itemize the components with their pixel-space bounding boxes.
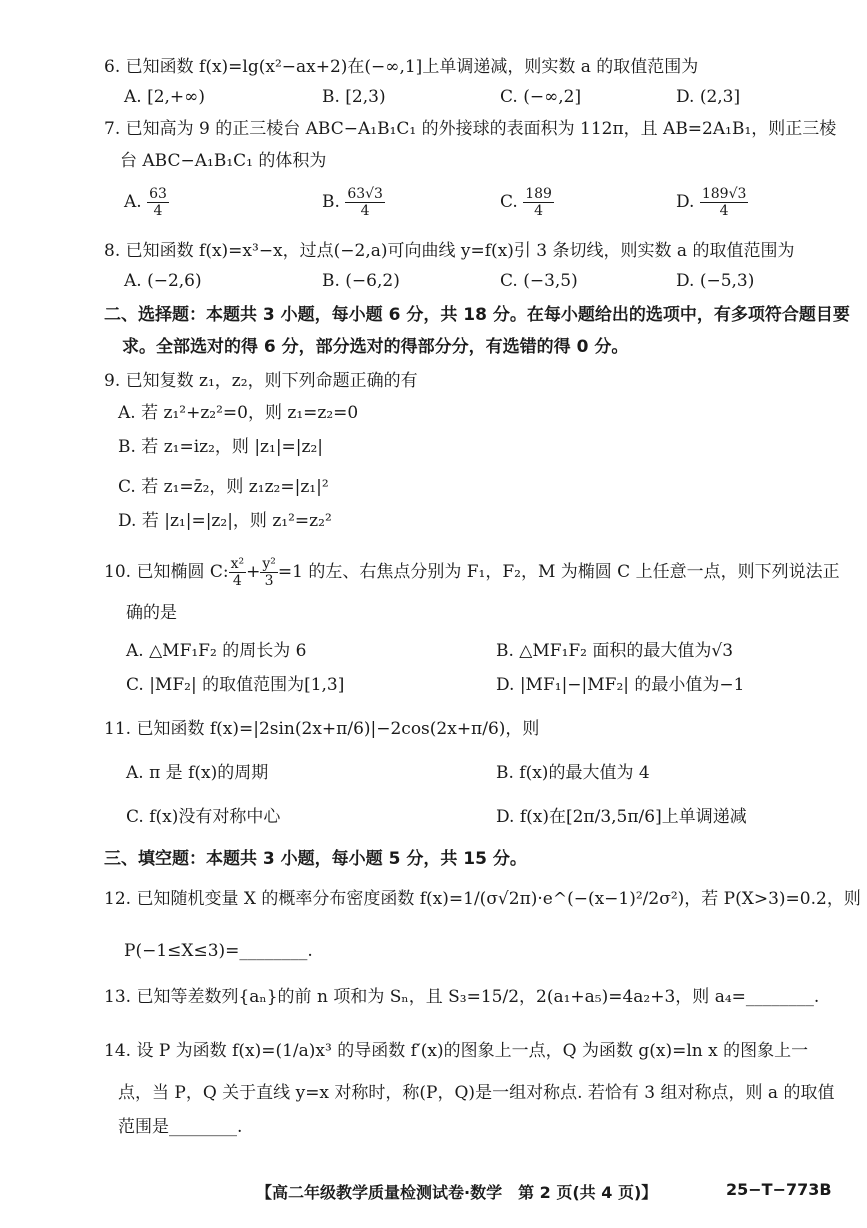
fraction-numerator: y² [262, 556, 276, 572]
fraction-denominator: 4 [360, 203, 370, 219]
fraction-denominator: 4 [232, 573, 242, 589]
question-10-option-c: C. |MF₂| 的取值范围为[1,3] [126, 675, 345, 695]
question-7-option-c [500, 186, 554, 219]
question-9-stem: 9. 已知复数 z₁，z₂，则下列命题正确的有 [104, 371, 418, 391]
question-10-stem-line1 [104, 556, 840, 589]
section-2-heading-cont: 求。全部选对的得 6 分，部分选对的得部分分，有选错的得 0 分。 [122, 337, 629, 357]
question-8-option-d: D. (−5,3) [676, 271, 755, 291]
question-10-option-d: D. |MF₁|−|MF₂| 的最小值为−1 [496, 675, 745, 695]
fraction-denominator: 4 [534, 203, 544, 219]
option-fraction [523, 186, 554, 219]
option-fraction [700, 186, 749, 219]
fraction-numerator: 63 [149, 186, 167, 202]
question-6-option-a: A. [2,+∞) [124, 87, 205, 107]
fraction-numerator: 189 [525, 186, 552, 202]
question-8-stem: 8. 已知函数 f(x)=x³−x，过点(−2,a)可向曲线 y=f(x)引 3 条切线，则实数 a 的取值范围为 [104, 241, 795, 261]
question-9-option-b: B. 若 z₁=iz₂，则 |z₁|=|z₂| [118, 437, 324, 457]
question-11-option-c: C. f(x)没有对称中心 [126, 807, 281, 827]
fraction-numerator: x² [230, 556, 245, 572]
question-9-option-a: A. 若 z₁²+z₂²=0，则 z₁=z₂=0 [118, 403, 359, 423]
question-6-option-d: D. (2,3] [676, 87, 741, 107]
section-3-heading: 三、填空题：本题共 3 小题，每小题 5 分，共 15 分。 [104, 849, 527, 869]
question-7-option-b [322, 186, 385, 219]
option-label: A. [124, 192, 142, 212]
option-label: B. [322, 192, 340, 212]
question-13-stem: 13. 已知等差数列{aₙ}的前 n 项和为 Sₙ，且 S₃=15/2，2(a₁+a₅)=4a₂+3，则 a₄=________. [104, 987, 820, 1007]
question-7-option-a [124, 186, 169, 219]
question-14-stem-line3: 范围是________. [118, 1117, 243, 1137]
question-11-option-b: B. f(x)的最大值为 4 [496, 763, 650, 783]
question-11-stem: 11. 已知函数 f(x)=|2sin(2x+π/6)|−2cos(2x+π/6)，则 [104, 719, 540, 739]
question-7-stem-line2: 台 ABC−A₁B₁C₁ 的体积为 [120, 151, 327, 171]
question-9-option-c: C. 若 z₁=z̄₂，则 z₁z₂=|z₁|² [118, 477, 329, 497]
section-2-heading: 二、选择题：本题共 3 小题，每小题 6 分，共 18 分。在每小题给出的选项中，有多项符合题目要 [104, 305, 850, 325]
option-fraction [345, 186, 385, 219]
footer-title: 【高二年级教学质量检测试卷·数学 第 2 页(共 4 页)】 [256, 1183, 658, 1202]
question-12-stem-line1: 12. 已知随机变量 X 的概率分布密度函数 f(x)=1/(σ√2π)·e^(−(x−1)²/2σ²)，若 P(X>3)=0.2，则 [104, 889, 861, 909]
option-label: D. [676, 192, 695, 212]
question-10-option-b: B. △MF₁F₂ 面积的最大值为√3 [496, 641, 734, 661]
ellipse-y-fraction [260, 556, 278, 589]
fraction-numerator: 63√3 [347, 186, 383, 202]
fraction-denominator: 3 [264, 573, 274, 589]
question-10-option-a: A. △MF₁F₂ 的周长为 6 [126, 641, 307, 661]
fraction-numerator: 189√3 [701, 186, 747, 202]
question-6-option-c: C. (−∞,2] [500, 87, 582, 107]
question-14-stem-line1: 14. 设 P 为函数 f(x)=(1/a)x³ 的导函数 f′(x)的图象上一点，Q 为函数 g(x)=ln x 的图象上一 [104, 1041, 809, 1061]
option-label: C. [500, 192, 518, 212]
question-8-option-a: A. (−2,6) [124, 271, 202, 291]
question-11-option-a: A. π 是 f(x)的周期 [126, 763, 269, 783]
question-8-option-b: B. (−6,2) [322, 271, 400, 291]
question-11-option-d: D. f(x)在[2π/3,5π/6]上单调递减 [496, 807, 747, 827]
plus-sign: + [246, 562, 261, 582]
question-14-stem-line2: 点，当 P，Q 关于直线 y=x 对称时，称(P，Q)是一组对称点. 若恰有 3 组对称点，则 a 的取值 [118, 1083, 835, 1103]
question-10-stem-line2: 确的是 [126, 603, 177, 623]
ellipse-x-fraction [229, 556, 247, 589]
question-10-suffix: =1 的左、右焦点分别为 F₁，F₂，M 为椭圆 C 上任意一点，则下列说法正 [277, 562, 840, 582]
footer-code: 25−T−773B [726, 1180, 832, 1199]
question-7-option-d [676, 186, 748, 219]
question-7-stem-line1: 7. 已知高为 9 的正三棱台 ABC−A₁B₁C₁ 的外接球的表面积为 112π，且 AB=2A₁B₁，则正三棱 [104, 119, 837, 139]
question-9-option-d: D. 若 |z₁|=|z₂|，则 z₁²=z₂² [118, 511, 332, 531]
fraction-denominator: 4 [153, 203, 163, 219]
fraction-denominator: 4 [719, 203, 729, 219]
question-6-option-b: B. [2,3) [322, 87, 386, 107]
question-12-stem-line2: P(−1≤X≤3)=________. [124, 941, 313, 961]
question-8-option-c: C. (−3,5) [500, 271, 578, 291]
question-6-stem: 6. 已知函数 f(x)=lg(x²−ax+2)在(−∞,1]上单调递减，则实数 a 的取值范围为 [104, 57, 699, 77]
question-10-prefix: 10. 已知椭圆 C: [104, 562, 229, 582]
option-fraction [147, 186, 169, 219]
